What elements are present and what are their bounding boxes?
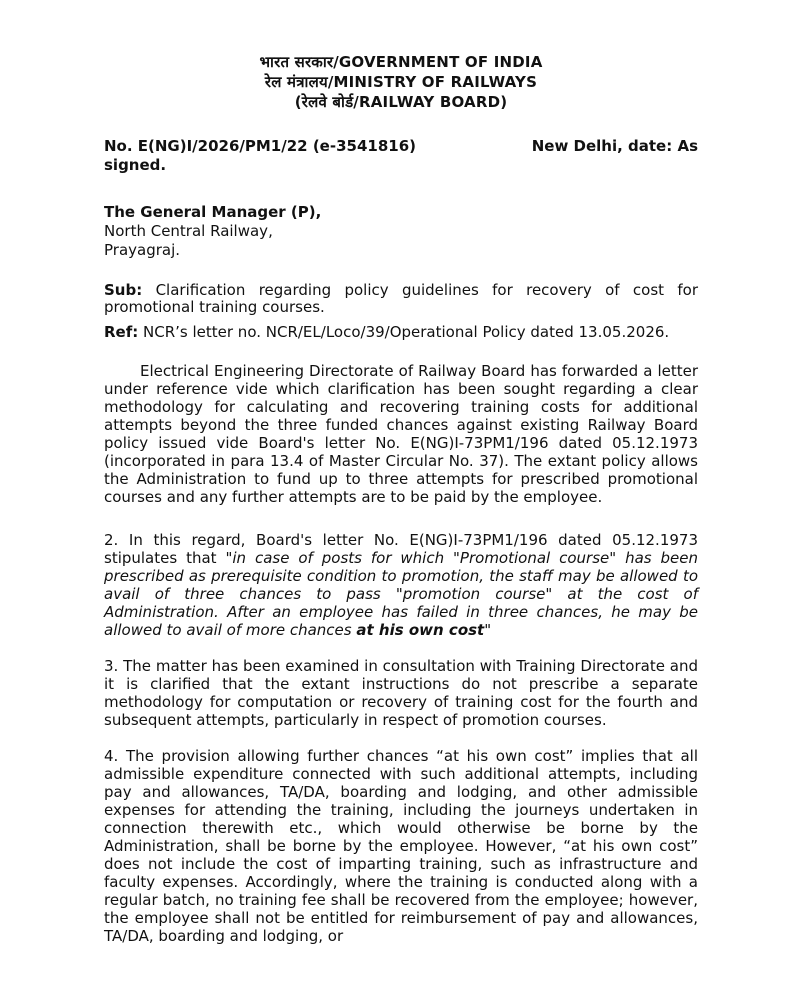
paragraph-4 — [104, 747, 698, 945]
addressee-organisation: North Central Railway, — [104, 222, 273, 240]
paragraph-4-number: 4. — [104, 747, 119, 765]
reference-line — [104, 137, 698, 175]
addressee-title: The General Manager (P), — [104, 203, 322, 221]
letterhead-ministry: रेल मंत्रालय/MINISTRY OF RAILWAYS — [264, 73, 538, 91]
paragraph-4-text: The provision allowing further chances “at his own cost” implies that all admissible expenditure connected with such additional attempts, including pay and allowances, TA/DA, boarding and lodging, and other admissible expenses for attending the training, including the journeys undertaken in connection therewith etc., which would otherwise be borne by the Administration, shall be borne by the employee. However, “at his own cost” does not include the cost of imparting training, such as infrastructure and faculty expenses. Accordingly, where the training is conducted along with a regular batch, no training fee shall be recovered from the employee; however, the employee shall not be entitled for reimbursement of pay and allowances, TA/DA, boarding and lodging, or — [104, 747, 698, 945]
subject-text: Clarification regarding policy guidelines for recovery of cost for promotional training courses. — [104, 281, 698, 316]
letterhead-government: भारत सरकार/GOVERNMENT OF INDIA — [259, 53, 543, 71]
paragraph-2-end: " — [484, 621, 492, 639]
paragraph-2-number: 2. — [104, 531, 119, 549]
reference-label: Ref: — [104, 323, 139, 341]
reference-text: NCR’s letter no. NCR/EL/Loco/39/Operational Policy dated 13.05.2026. — [138, 323, 670, 341]
paragraph-3-number: 3. — [104, 657, 119, 675]
addressee-city: Prayagraj. — [104, 241, 181, 259]
paragraph-2-quote: in case of posts for which "Promotional course" has been prescribed as prerequisite condition to promotion, the staff may be allowed to avail of three chances to pass "promotion course" at the cost of Administration. After an employee has failed in three chances, he may be allowed to avail of more chances — [104, 549, 698, 639]
paragraph-1: Electrical Engineering Directorate of Railway Board has forwarded a letter under reference vide which clarification has been sought regarding a clear methodology for calculating and recovering training costs for additional attempts beyond the three funded chances against existing Railway Board policy issued vide Board's letter No. E(NG)I-73PM1/196 dated 05.12.1973 (incorporated in para 13.4 of Master Circular No. 37). The extant policy allows the Administration to fund up to three attempts for prescribed promotional courses and any further attempts are to be paid by the employee. — [104, 362, 698, 506]
letter-date: New Delhi, date: As — [531, 137, 698, 155]
subject-label: Sub: — [104, 281, 143, 299]
letterhead — [104, 52, 698, 112]
paragraph-2 — [104, 531, 698, 639]
paragraph-3-text: The matter has been examined in consultation with Training Directorate and it is clarified that the extant instructions do not prescribe a separate methodology for computation or recovery of training cost for the fourth and subsequent attempts, particularly in respect of promotion courses. — [104, 657, 698, 729]
letter-date-continued: signed. — [104, 156, 167, 174]
letterhead-board: (रेलवे बोर्ड/RAILWAY BOARD) — [294, 93, 508, 111]
reference-block — [104, 324, 698, 341]
letter-number: No. E(NG)I/2026/PM1/22 (e-3541816) — [104, 137, 416, 155]
subject-line — [104, 282, 698, 316]
paragraph-2-lead: In this regard, Board's letter No. E(NG)I-73PM1/196 dated 05.12.1973 stipulates that " — [104, 531, 698, 567]
addressee-block — [104, 203, 698, 260]
paragraph-3 — [104, 657, 698, 729]
paragraph-2-emphasis: at his own cost — [356, 621, 485, 639]
